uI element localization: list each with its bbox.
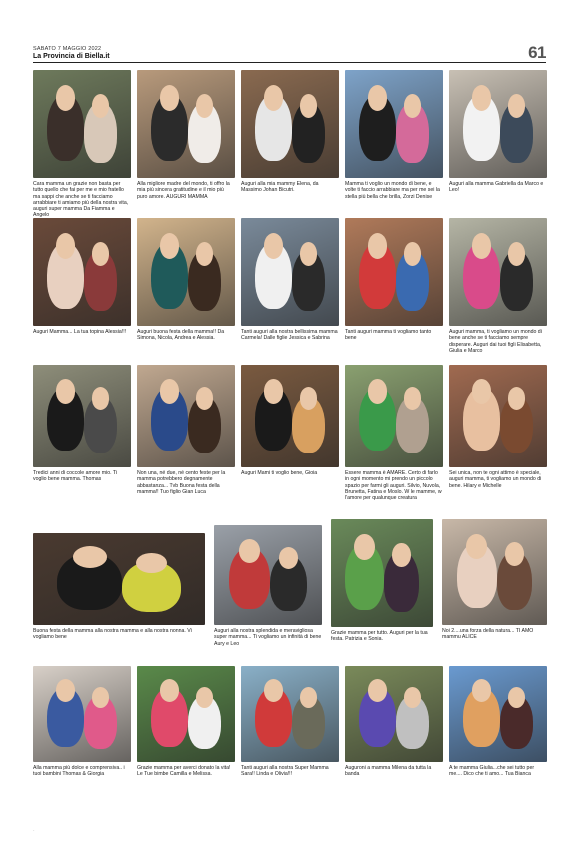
photo-caption: Tanti auguri alla nostra Super Mamma Sara!! Linda e Olivia!!! bbox=[241, 765, 329, 778]
face-shape bbox=[404, 242, 422, 266]
photo-tile bbox=[345, 365, 443, 503]
photo-caption: Buona festa della mamma alla nostra mamma e alla nostra nonna. Vi vogliamo bene bbox=[33, 628, 192, 641]
photo bbox=[449, 70, 547, 178]
photo bbox=[33, 70, 131, 178]
photo-tile bbox=[137, 365, 235, 503]
face-shape bbox=[368, 233, 388, 259]
face-shape bbox=[264, 233, 284, 259]
face-shape bbox=[472, 85, 492, 111]
photo-caption: Mamma ti voglio un mondo di bene, e volte ti faccio arrabbiare ma per me sei la stella più bella che brilla, Zorzi Denise bbox=[345, 181, 440, 200]
photo bbox=[33, 533, 205, 625]
photo-tile bbox=[442, 519, 547, 659]
photo-tile bbox=[33, 365, 131, 503]
photo-tile bbox=[241, 70, 339, 214]
face-shape bbox=[196, 94, 214, 118]
face-shape bbox=[472, 233, 492, 259]
photo-caption: Non una, né due, né cento feste per la mamma potrebbero degnamente abbastanza... Tvb Buona festa della mamma!! Tuo figlio Gian Luca bbox=[137, 470, 226, 495]
photo-caption: Auguri Mamma... La tua topina Alessia!!! bbox=[33, 329, 127, 335]
photo-caption: Tanti auguri mamma ti vogliamo tanto bene bbox=[345, 329, 432, 342]
photo bbox=[241, 70, 339, 178]
photo-tile bbox=[345, 666, 443, 796]
photo-caption: A te mamma Giulia...che sei tutto per me.... Dico che ti amo... Tua Bianca bbox=[449, 765, 535, 778]
page-number: 61 bbox=[528, 43, 546, 62]
photo-caption: Cara mamma un grazie non basta per tutto quello che fai per me e mio fratello ma sappi che anche se ti facciamo arrabbiare ti amiamo più della nostra vita, auguri super mamma Da Fiamma e Angelo bbox=[33, 181, 129, 219]
photo-tile bbox=[449, 666, 547, 796]
photo-caption: Alla mamma più dolce e comprensiva.. i tuoi bambini Thomas & Giorgia bbox=[33, 765, 125, 778]
photo bbox=[449, 218, 547, 326]
photo-caption: Auguri buona festa della mamma!! Da Simona, Nicola, Andrea e Alessia. bbox=[137, 329, 225, 342]
face-shape bbox=[56, 379, 76, 403]
face-shape bbox=[56, 233, 76, 259]
face-shape bbox=[196, 242, 214, 266]
photo-tile bbox=[449, 218, 547, 362]
photo bbox=[137, 365, 235, 467]
photo-tile bbox=[241, 365, 339, 503]
photo-caption: Auguri Mami ti voglio bene, Gioia bbox=[241, 470, 318, 476]
photo-caption: Essere mamma è AMARE. Certo di farlo in ogni momento mi prendo un piccolo spazio per farmi gli auguri. Silvio, Nuvola, Brunetta, Fatina e Moslo. W le mamme, w l'amore per qualunque creatura bbox=[345, 470, 442, 502]
face-shape bbox=[92, 94, 110, 118]
photo-caption: Tredici anni di coccole amore mio. Ti voglio bene mamma. Thomas bbox=[33, 470, 117, 483]
face-shape bbox=[160, 233, 180, 259]
photo bbox=[449, 365, 547, 467]
photo-caption: Noi 2....una forza della natura... TI AMO mammu ALICE bbox=[442, 628, 534, 641]
footer-mark: · bbox=[33, 828, 35, 834]
photo-tile bbox=[33, 533, 205, 659]
photo-caption: Grazie mamma per averci donato la vita! Le Tue bimbe Camilla e Melissa. bbox=[137, 765, 231, 778]
photo bbox=[214, 525, 322, 625]
photo bbox=[241, 666, 339, 762]
photo bbox=[137, 70, 235, 178]
face-shape bbox=[354, 534, 374, 560]
photo-tile bbox=[331, 519, 433, 661]
face-shape bbox=[264, 379, 284, 403]
photo-tile bbox=[33, 218, 131, 362]
face-shape bbox=[392, 543, 410, 567]
publication-name: La Provincia di Biella.it bbox=[33, 53, 110, 60]
photo-caption: Auguroni a mamma Milena da tutta la banda bbox=[345, 765, 432, 778]
face-shape bbox=[264, 85, 284, 111]
issue-date: SABATO 7 MAGGIO 2022 bbox=[33, 46, 102, 52]
face-shape bbox=[368, 379, 388, 403]
photo-tile bbox=[137, 218, 235, 362]
photo bbox=[449, 666, 547, 762]
photo-tile bbox=[137, 70, 235, 214]
face-shape bbox=[160, 85, 180, 111]
face-shape bbox=[368, 85, 388, 111]
face-shape bbox=[300, 242, 318, 266]
photo-caption: Sei unica, non te ogni attimo è speciale, auguri mamma, ti vogliamo un mondo di bene. Hilary e Michelle bbox=[449, 470, 542, 489]
face-shape bbox=[508, 242, 526, 266]
face-shape bbox=[505, 542, 524, 565]
photo-tile bbox=[345, 70, 443, 214]
photo-caption: Alla migliore madre del mondo, ti offro la mia più sincera gratitudine e il mio più puro amore. AUGURI MAMMA bbox=[137, 181, 230, 200]
photo bbox=[33, 666, 131, 762]
photo-tile bbox=[449, 70, 547, 214]
photo bbox=[137, 666, 235, 762]
face-shape bbox=[160, 379, 180, 403]
photo bbox=[241, 365, 339, 467]
face-shape bbox=[508, 94, 526, 118]
photo-caption: Auguri mamma, ti vogliamo un mondo di bene anche se ti facciamo sempre disperare. Auguri dai tuoi figli Elisabetta, Giulia e Marco bbox=[449, 329, 542, 354]
photo-tile bbox=[241, 666, 339, 796]
photo bbox=[331, 519, 433, 627]
face-shape bbox=[56, 85, 76, 111]
photo bbox=[345, 218, 443, 326]
photo bbox=[345, 365, 443, 467]
face-shape bbox=[300, 94, 318, 118]
photo-tile bbox=[33, 666, 131, 796]
photo-caption: Auguri alla mia mammy Elena, da Massimo Johan Bicutri. bbox=[241, 181, 319, 194]
face-shape bbox=[472, 379, 492, 403]
photo-caption: Auguri alla mamma Gabriella da Marco e Leo! bbox=[449, 181, 544, 194]
photo-tile bbox=[137, 666, 235, 796]
face-shape bbox=[279, 547, 298, 569]
photo bbox=[345, 666, 443, 762]
photo-caption: Grazie mamma per tutto. Auguri per la tua festa. Patrizia e Sonia. bbox=[331, 630, 428, 643]
header-rule bbox=[33, 62, 546, 63]
photo-tile bbox=[214, 525, 322, 659]
photo bbox=[241, 218, 339, 326]
photo bbox=[137, 218, 235, 326]
photo-tile bbox=[241, 218, 339, 362]
photo bbox=[33, 365, 131, 467]
photo-tile bbox=[449, 365, 547, 503]
face-shape bbox=[404, 94, 422, 118]
photo-tile bbox=[345, 218, 443, 362]
photo-caption: Auguri alla nostra splendida e meravigliosa super mamma... Ti vogliamo un infinità di bene Aury e Leo bbox=[214, 628, 322, 647]
photo-caption: Tanti auguri alla nostra bellissima mamma Carmela! Dalle figlie Jessica e Sabrina bbox=[241, 329, 338, 342]
photo-tile bbox=[33, 70, 131, 219]
face-shape bbox=[92, 242, 110, 266]
photo bbox=[345, 70, 443, 178]
photo bbox=[442, 519, 547, 625]
face-shape bbox=[73, 546, 107, 568]
photo bbox=[33, 218, 131, 326]
